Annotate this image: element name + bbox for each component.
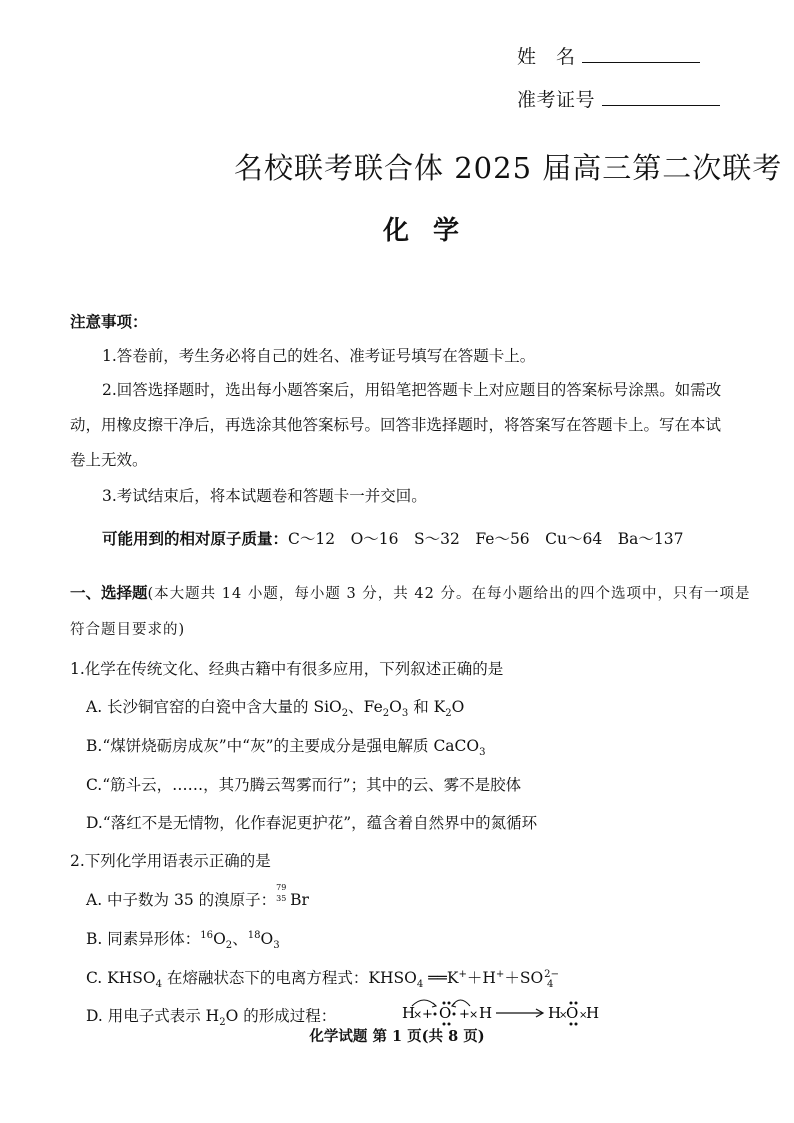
q2-a-text: A. 中子数为 35 的溴原子： — [86, 891, 277, 909]
reactant-h2: H — [479, 1004, 493, 1022]
arrow-head-2 — [452, 1003, 456, 1007]
section-1-desc-2: 符合题目要求的) — [70, 622, 186, 638]
q2-b-text: B. 同素异形体： — [86, 930, 201, 948]
atomic-mass-line — [102, 527, 683, 549]
electron-x-1: × — [413, 1008, 423, 1021]
q1-a-text: A. 长沙铜官窑的白瓷中含大量的 SiO — [86, 698, 342, 716]
q2-d-mid: O 的形成过程： — [225, 1007, 337, 1025]
notice-heading: 注意事项： — [70, 312, 148, 331]
q2-a-symbol: Br — [290, 891, 309, 909]
q1-option-c: C.“筋斗云，……，其乃腾云驾雾而行”；其中的云、雾不是胶体 — [86, 776, 522, 794]
electron-x-2: × — [469, 1008, 479, 1021]
plus-sign-2: + — [459, 1007, 470, 1022]
notice-item-2-line-3: 卷上无效。 — [70, 451, 148, 469]
q2-option-a — [86, 883, 309, 910]
electron-dot-6 — [453, 1013, 456, 1016]
q2-option-d: D. 用电子式表示 $H_2O$ 的形成过程： — [86, 1007, 337, 1029]
product-dot-2 — [575, 1002, 578, 1005]
product-o: O — [566, 1004, 579, 1022]
notice-item-3: 3.考试结束后，将本试题卷和答题卡一并交回。 — [102, 487, 427, 505]
atomic-mass-values: C～12 O～16 S～32 Fe～56 Cu～64 Ba～137 — [288, 530, 684, 548]
section-1-line-1 — [70, 581, 750, 603]
q2-option-c: C. $KHSO_4$ 在熔融状态下的电离方程式：$KHSO_4$ $══K^++H^++SO^{2-}_4$ — [86, 968, 560, 991]
notice-item-1: 1.答卷前，考生务必将自己的姓名、准考证号填写在答题卡上。 — [102, 347, 536, 365]
q2-c-rest: ＋H — [466, 969, 496, 987]
q2-b-mass-2: 18 — [247, 929, 261, 941]
q1-option-d: D.“落红不是无情物，化作春泥更护花”，蕴含着自然界中的氮循环 — [86, 814, 538, 832]
product-h2: H — [586, 1004, 600, 1022]
curved-arrow-1 — [412, 1000, 436, 1006]
q2-c-eq: ══K — [423, 969, 459, 987]
q2-c-mid: 在熔融状态下的电离方程式：KHSO — [162, 969, 417, 987]
electron-dot-2 — [443, 1002, 446, 1005]
q1-a-and: 和 K — [413, 698, 446, 716]
name-field — [517, 42, 700, 69]
electron-dot-1 — [434, 1013, 437, 1016]
q2-a-nuclide: 79 35 — [276, 883, 287, 903]
q2-b-mass-1: 16 — [200, 929, 214, 941]
electron-dot-diagram — [402, 996, 612, 1028]
id-field — [517, 85, 720, 112]
plus-sign-1: + — [422, 1007, 433, 1022]
q1-a-sep: 、Fe — [348, 698, 383, 716]
product-bond-x-1: × — [559, 1010, 568, 1021]
subject-title: 化学 — [383, 216, 484, 246]
name-label: 姓 名 — [517, 46, 576, 68]
product-h1: H — [548, 1004, 562, 1022]
q2-c-text: C. KHSO — [86, 969, 156, 987]
product-bond-x-2: × — [579, 1010, 588, 1021]
page-footer: 化学试题 第 1 页(共 8 页) — [309, 1028, 485, 1045]
electron-dot-3 — [448, 1002, 451, 1005]
exam-title: 名校联考联合体 2025 届高三第二次联考 — [234, 151, 783, 185]
id-label: 准考证号 — [517, 89, 596, 111]
section-1-heading: 一、选择题 — [70, 583, 148, 602]
q1-option-b: B.“煤饼烧砺房成灰”中“灰”的主要成分是强电解质 CaCO$_3$ — [86, 737, 486, 759]
id-blank — [602, 105, 720, 106]
notice-item-2-line-1: 2.回答选择题时，选出每小题答案后，用铅笔把答题卡上对应题目的答案标号涂黑。如需改 — [102, 381, 722, 399]
section-1-desc-1: (本大题共 14 小题，每小题 3 分，共 42 分。在每小题给出的四个选项中，只有一项是 — [147, 586, 751, 602]
atomic-mass-label: 可能用到的相对原子质量： — [102, 529, 289, 548]
q2-d-text: D. 用电子式表示 H — [86, 1007, 220, 1025]
q1-stem: 1.化学在传统文化、经典古籍中有很多应用，下列叙述正确的是 — [70, 660, 504, 678]
reactant-h1: H — [402, 1004, 416, 1022]
product-dot-1 — [570, 1002, 573, 1005]
q2-c-plus: ＋SO — [504, 969, 544, 987]
q2-stem: 2.下列化学用语表示正确的是 — [70, 852, 271, 870]
name-blank — [582, 62, 700, 63]
q2-option-b: B. 同素异形体：$^{16}O_2$、$^{18}O_3$ — [86, 929, 280, 952]
q1-b-text: B.“煤饼烧砺房成灰”中“灰”的主要成分是强电解质 CaCO — [86, 737, 480, 755]
q1-option-a: A. 长沙铜官窑的白瓷中含大量的 SiO$_2$、$Fe_2O_3$ 和 $K_2O$ — [86, 698, 465, 720]
notice-item-2-line-2: 动，用橡皮擦干净后，再选涂其他答案标号。回答非选择题时，将答案写在答题卡上。写在本试 — [70, 416, 722, 434]
reactant-o: O — [439, 1004, 452, 1022]
